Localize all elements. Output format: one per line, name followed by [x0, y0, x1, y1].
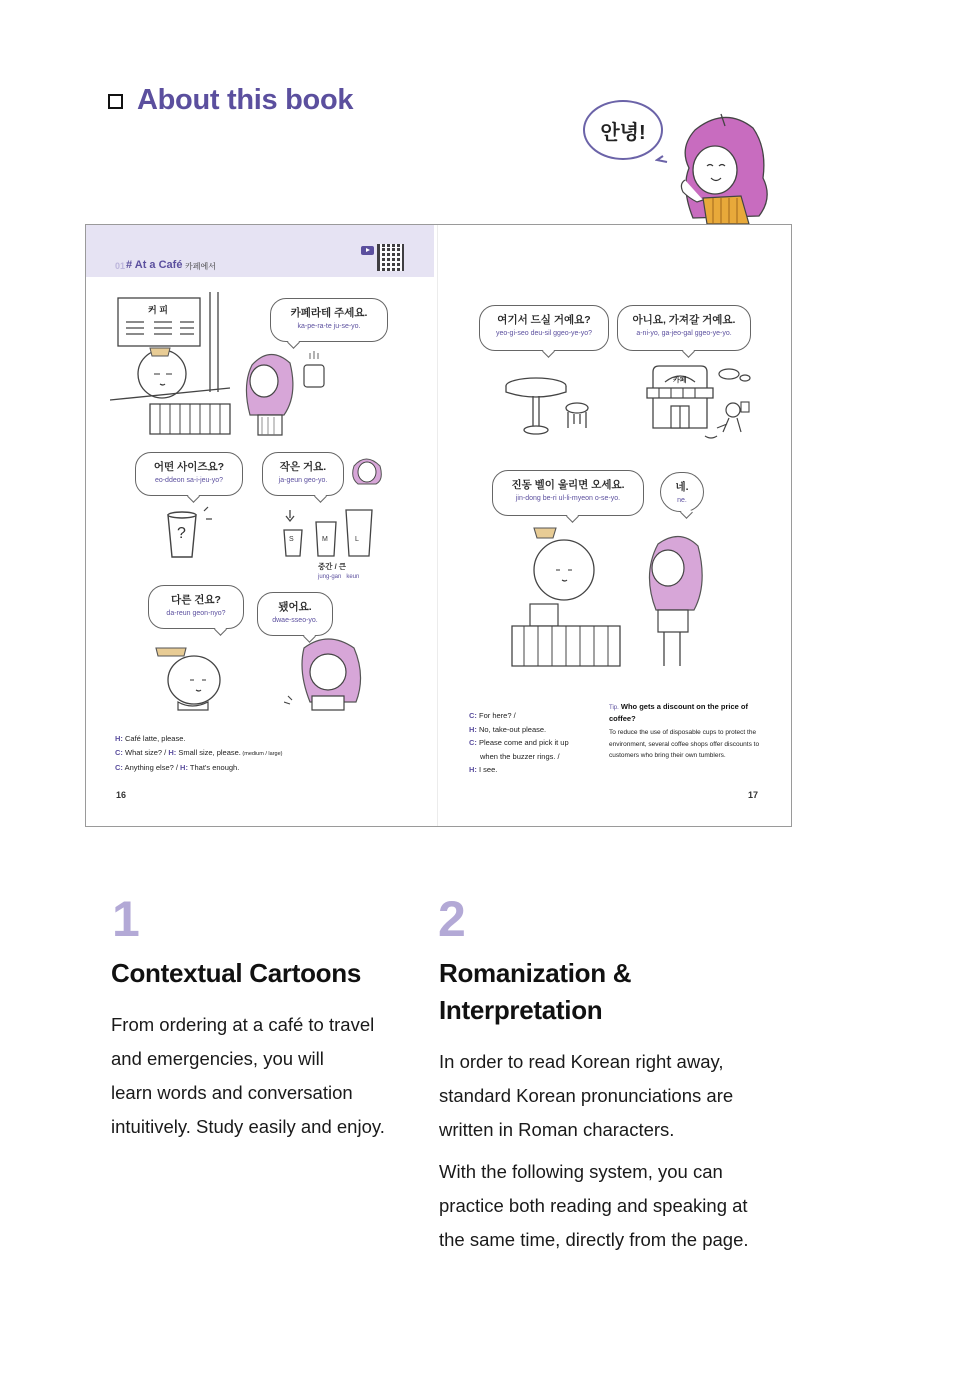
bubble-korean: 카페라테 주세요. [290, 307, 368, 319]
paragraph-line: With the following system, you can [439, 1161, 723, 1182]
speech-bubble [257, 592, 333, 636]
dialogue-text: Café latte, please. [122, 734, 186, 743]
dialogue-text: when the buzzer rings. / [480, 751, 560, 761]
paragraph-line: standard Korean pronunciations are [439, 1085, 734, 1106]
dialogue-text: Anything else? / [122, 763, 181, 772]
speaker-label: C: [469, 711, 477, 720]
bubble-korean: 다른 건요? [171, 594, 221, 606]
bubble-romanization: jin-dong be-ri ul-li-myeon o-se-yo. [515, 495, 621, 502]
section-paragraph [439, 1155, 799, 1257]
speech-bubble [492, 470, 644, 516]
dialogue-text: That's enough. [187, 763, 240, 772]
girl-with-buzzer-illustration [284, 632, 368, 712]
dialogue-text: What size? / [122, 747, 169, 757]
bubble-korean: 어떤 사이즈요? [153, 461, 225, 473]
speech-bubble [262, 452, 344, 496]
bubble-korean: 여기서 드실 거예요? [497, 314, 591, 326]
dialogue-text: I see. [476, 765, 498, 774]
speech-bubble [479, 305, 609, 351]
tip-label: Tip. [609, 705, 619, 711]
page-number-left: 16 [116, 790, 127, 800]
heading-line: Interpretation [439, 995, 603, 1025]
bubble-korean: 작은 거요. [279, 461, 327, 473]
speaker-label: H: [168, 747, 177, 757]
paragraph-line: and emergencies, you will [111, 1048, 324, 1069]
speaker-label: H: [469, 765, 477, 774]
chapter-number: 01 [115, 261, 126, 271]
menu-sign-text: 커 피 [148, 305, 168, 315]
tip-body: To reduce the use of disposable cups to protect the environment, several coffee shops offer discounts to customers who bring their own tumblers. [609, 729, 760, 759]
greeting-text: 안녕! [600, 121, 646, 144]
dialogue-line [115, 761, 415, 775]
dialogue-line [469, 723, 604, 737]
cup-label-medium: M [322, 536, 328, 543]
dialogue-text: Please come and pick it up [476, 738, 569, 747]
greeting-bubble [583, 100, 663, 160]
speaker-label: C: [115, 747, 123, 757]
speaker-label: H: [180, 763, 188, 772]
shop-sign-text: 카페 [673, 377, 687, 384]
dialogue-line [469, 709, 604, 723]
speaker-label: H: [115, 734, 123, 743]
paragraph-line: intuitively. Study easily and enjoy. [111, 1116, 385, 1137]
dialogue-line [469, 750, 604, 764]
bubble-korean: 됐어요. [278, 601, 312, 613]
bubble-romanization: dwae-sseo-yo. [272, 617, 318, 624]
bubble-korean: 아니요, 가져갈 거예요. [632, 314, 736, 326]
bubble-romanization: eo-ddeon sa-i-jeu-yo? [154, 477, 224, 484]
tip-title: Who gets a discount on the price of coffee? [609, 702, 748, 723]
cashier-face-illustration [150, 640, 230, 712]
table-and-stool-illustration [500, 372, 592, 436]
section-number: 2 [438, 891, 466, 947]
checkbox-square-icon [108, 94, 123, 109]
speech-bubble [660, 472, 704, 512]
cafe-shop-illustration [645, 362, 755, 446]
dialogue-line [115, 732, 415, 746]
cup-label-large: L [355, 536, 359, 543]
dialogue-line [469, 736, 604, 750]
page-title: About this book [137, 84, 354, 116]
bubble-romanization: ka-pe-ra-te ju-se-yo. [297, 323, 361, 330]
cashier-counter-illustration [110, 292, 240, 437]
paragraph-line: learn words and conversation [111, 1082, 353, 1103]
paragraph-line: From ordering at a café to travel [111, 1014, 375, 1035]
speech-bubble [617, 305, 751, 351]
size-words-korean: 중간 / 큰 [318, 562, 346, 571]
bubble-romanization: a-ni-yo, ga-jeo-gal ggeo-ye-yo. [636, 330, 732, 337]
question-cup-illustration [160, 505, 220, 563]
video-play-icon [361, 246, 374, 255]
pickup-counter-illustration [508, 524, 708, 670]
bubble-romanization: yeo-gi-seo deu-sil ggeo-ye-yo? [495, 330, 593, 337]
size-words-romanization: jung-gan keun [318, 574, 360, 580]
qr-code-icon [377, 244, 404, 271]
cup-label-small: S [289, 536, 294, 543]
speech-bubble [270, 298, 388, 342]
section-heading: Contextual Cartoons [111, 958, 361, 988]
cup-question-mark: ? [177, 525, 186, 542]
bubble-korean: 진동 벨이 울리면 오세요. [511, 479, 625, 491]
dialogue-text: For here? / [476, 711, 516, 720]
chapter-title: # At a Café [126, 259, 183, 271]
page-number-right: 17 [748, 790, 759, 800]
paragraph-line: written in Roman characters. [439, 1119, 675, 1140]
bubble-romanization: da-reun geon-nyo? [166, 610, 226, 617]
cup-sizes-illustration [282, 508, 378, 558]
bubble-romanization: ja-geun geo-yo. [278, 477, 328, 484]
paragraph-line: In order to read Korean right away, [439, 1051, 724, 1072]
right-dialogue [469, 709, 604, 777]
section-paragraph [111, 1008, 431, 1144]
left-dialogue [115, 732, 415, 775]
bubble-romanization: ne. [677, 497, 687, 504]
tip-box [609, 702, 767, 762]
bubble-korean: 네. [675, 481, 689, 493]
heading-line: Romanization & [439, 958, 632, 988]
dialogue-text: Small size, please. [176, 747, 241, 757]
dialogue-line [115, 746, 415, 762]
speaker-label: C: [469, 738, 477, 747]
customer-girl-illustration [240, 345, 330, 437]
speech-bubble [135, 452, 243, 496]
tip-heading [609, 702, 767, 724]
speaker-label: H: [469, 724, 477, 734]
greeting-girl-illustration [655, 108, 785, 226]
girl-face-illustration [350, 452, 384, 488]
section-number: 1 [112, 891, 140, 947]
book-spine [437, 225, 438, 826]
paragraph-line: practice both reading and speaking at [439, 1195, 748, 1216]
speech-bubble [148, 585, 244, 629]
dialogue-line [469, 763, 604, 777]
section-heading [439, 955, 631, 1029]
dialogue-note: (medium / large) [240, 750, 283, 757]
speaker-label: C: [115, 763, 123, 772]
paragraph-line: the same time, directly from the page. [439, 1229, 749, 1250]
dialogue-text: No, take-out please. [476, 724, 547, 734]
section-paragraph [439, 1045, 799, 1147]
chapter-title-korean: 카페에서 [185, 262, 216, 271]
